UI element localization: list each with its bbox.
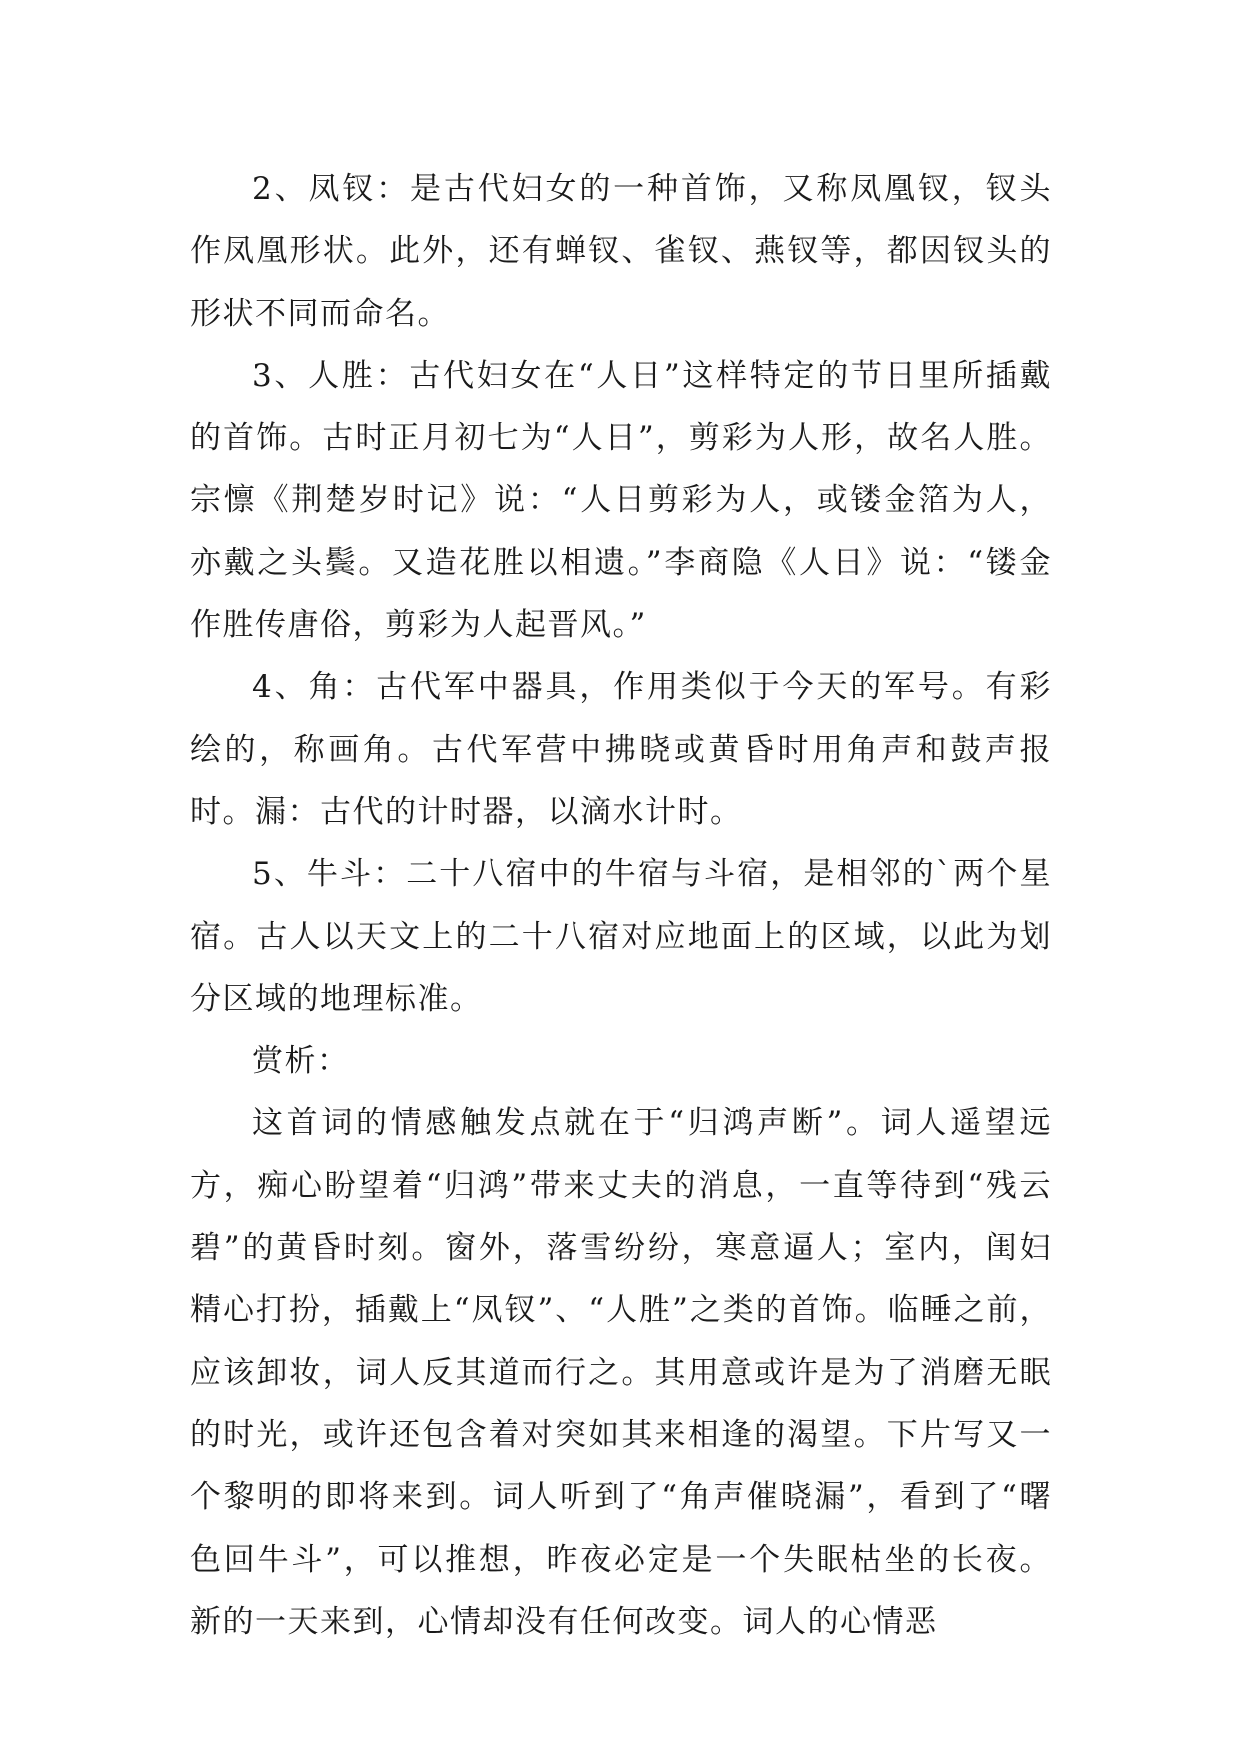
paragraph-note-3: 3、人胜：古代妇女在“人日”这样特定的节日里所插戴的首饰。古时正月初七为“人日”，剪彩为人形，故名人胜。宗懔《荆楚岁时记》说：“人日剪彩为人，或镂金箔为人，亦戴之头鬓。又造花胜以相遗。”李商隐《人日》说：“镂金作胜传唐俗，剪彩为人起晋风。” (190, 357, 1052, 644)
paragraph-note-4: 4、角：古代军中器具，作用类似于今天的军号。有彩绘的，称画角。古代军营中拂晓或黄昏时用角声和鼓声报时。漏：古代的计时器，以滴水计时。 (190, 669, 1052, 830)
section-heading-analysis: 赏析： (252, 1043, 350, 1080)
paragraph-analysis: 这首词的情感触发点就在于“归鸿声断”。词人遥望远方，痴心盼望着“归鸿”带来丈夫的消息，一直等待到“残云碧”的黄昏时刻。窗外，落雪纷纷，寒意逼人；室内，闺妇精心打扮，插戴上“凤钗”、“人胜”之类的首饰。临睡之前，应该卸妆，词人反其道而行之。其用意或许是为了消磨无眠的时光，或许还包含着对突如其来相逢的渴望。下片写又一个黎明的即将来到。词人听到了“角声催晓漏”，看到了“曙色回牛斗”，可以推想，昨夜必定是一个失眠枯坐的长夜。新的一天来到，心情却没有任何改变。词人的心情恶 (190, 1105, 1052, 1640)
paragraph-note-5: 5、牛斗：二十八宿中的牛宿与斗宿，是相邻的`两个星宿。古人以天文上的二十八宿对应地面上的区域，以此为划分区域的地理标准。 (190, 856, 1052, 1017)
paragraph-note-2: 2、凤钗：是古代妇女的一种首饰，又称凤凰钗，钗头作凤凰形状。此外，还有蝉钗、雀钗、燕钗等，都因钗头的形状不同而命名。 (190, 171, 1052, 332)
document-body (190, 158, 1052, 1653)
